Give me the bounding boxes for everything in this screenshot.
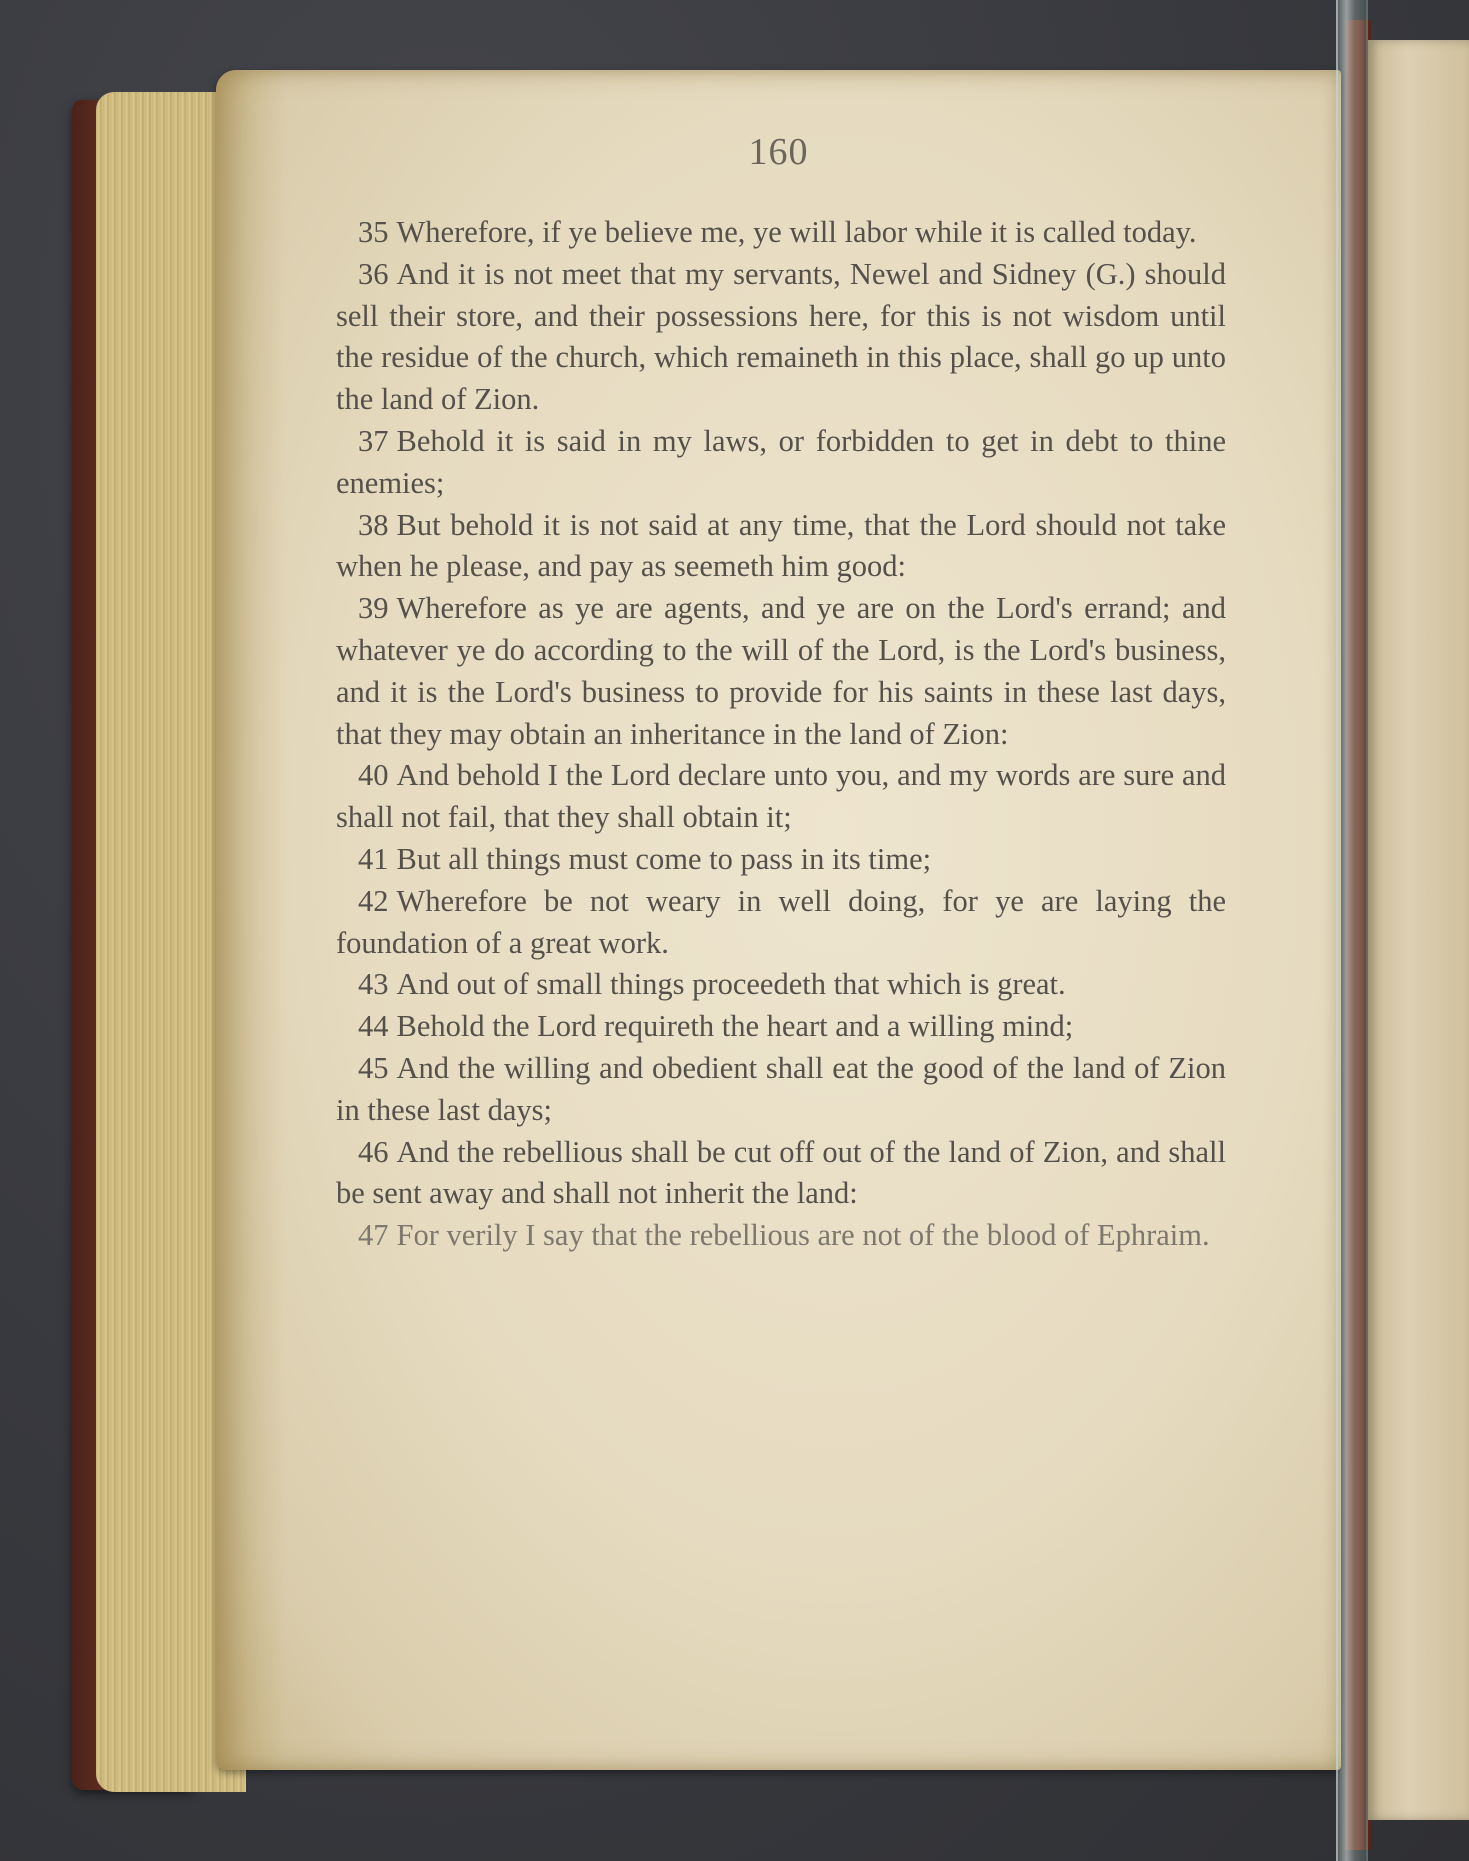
book-page — [216, 70, 1341, 1770]
verse-number: 38 — [358, 507, 389, 542]
verse-text: And the rebellious shall be cut off out of the land of Zion, and shall be sent away and shall not inherit the land: — [336, 1134, 1226, 1211]
verse-text: For verily I say that the rebellious are not of the blood of Ephraim. — [396, 1218, 1210, 1253]
verse-text: And it is not meet that my servants, Newel and Sidney (G.) should sell their store, and their possessions here, for this is not wisdom until the residue of the church, which remaineth in this place, shall go up unto the land of Zion. — [336, 256, 1226, 417]
verse-number: 44 — [358, 1009, 389, 1044]
verse-text: And the willing and obedient shall eat the good of the land of Zion in these last days; — [336, 1050, 1226, 1127]
verse-text: Wherefore be not weary in well doing, for ye are laying the foundation of a great work. — [336, 883, 1226, 960]
page-text — [336, 212, 1226, 1257]
verse-text: Behold the Lord requireth the heart and a willing mind; — [396, 1009, 1074, 1044]
verse-text: But all things must come to pass in its time; — [396, 841, 932, 876]
verse-text: Wherefore as ye are agents, and ye are on the Lord's errand; and whatever ye do according to the will of the Lord, is the Lord's business, and it is the Lord's business to provide for his saints in these last days, that they may obtain an inheritance in the land of Zion: — [336, 591, 1226, 751]
verse-37 — [336, 421, 1226, 505]
verse-39 — [336, 588, 1226, 755]
verse-number: 47 — [358, 1218, 389, 1253]
glass-clamp-bar — [1336, 0, 1368, 1861]
verse-number: 40 — [358, 758, 389, 793]
verse-text: And out of small things proceedeth that which is great. — [396, 967, 1066, 1002]
verse-number: 35 — [358, 215, 389, 249]
gutter-shadow — [216, 70, 286, 1770]
verse-38 — [336, 505, 1226, 589]
verse-41 — [336, 839, 1226, 881]
verse-number: 37 — [358, 423, 389, 458]
verse-number: 46 — [358, 1134, 389, 1169]
verse-40 — [336, 755, 1226, 839]
verse-text: Wherefore, if ye believe me, ye will labor while it is called today. — [396, 215, 1197, 249]
verse-number: 45 — [358, 1050, 389, 1085]
verse-number: 41 — [358, 841, 389, 876]
verse-45 — [336, 1048, 1226, 1132]
verse-number: 39 — [358, 591, 389, 626]
verse-44 — [336, 1006, 1226, 1048]
page-number: 160 — [748, 131, 809, 173]
verse-number: 36 — [358, 256, 389, 291]
verse-43 — [336, 964, 1226, 1006]
verse-36 — [336, 254, 1226, 421]
verse-35 — [336, 212, 1226, 254]
verse-number: 42 — [358, 883, 389, 918]
verse-text: Behold it is said in my laws, or forbidden to get in debt to thine enemies; — [336, 423, 1226, 500]
verse-42 — [336, 881, 1226, 965]
verse-text: But behold it is not said at any time, that the Lord should not take when he please, and pay as seemeth him good: — [336, 507, 1226, 584]
verse-46 — [336, 1132, 1226, 1216]
facing-page-edge — [1368, 40, 1469, 1820]
verse-47 — [336, 1215, 1226, 1257]
verse-number: 43 — [358, 967, 389, 1002]
verse-text: And behold I the Lord declare unto you, and my words are sure and shall not fail, that they shall obtain it; — [336, 758, 1226, 835]
